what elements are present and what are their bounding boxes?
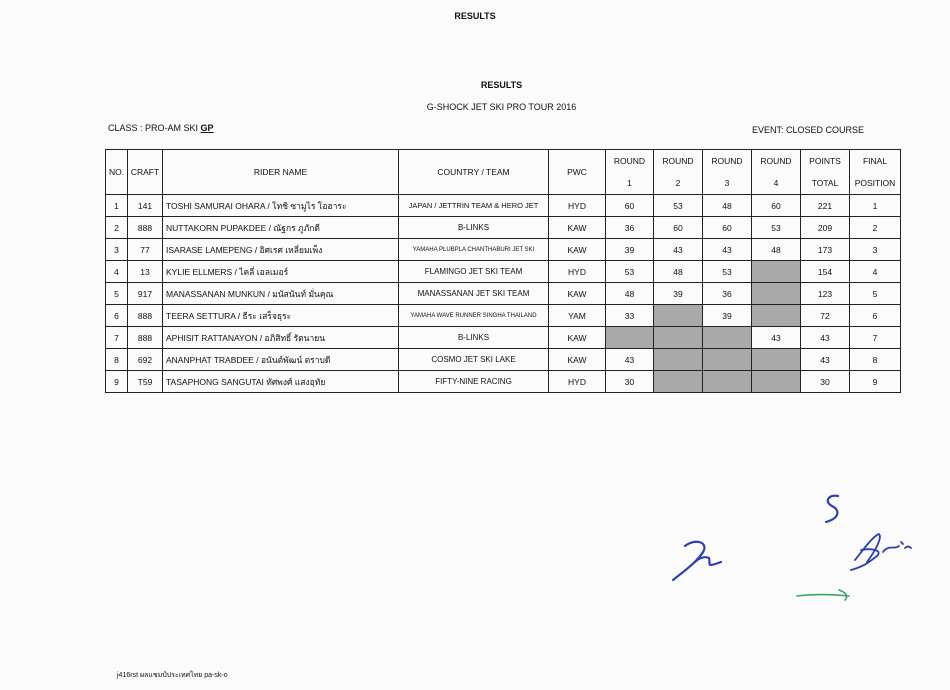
cell-round-1: 30 [606,371,654,393]
cell-points: 221 [801,195,850,217]
cell-round-2: 48 [654,261,703,283]
table-row [106,239,901,261]
header-points-a: POINTS [809,156,841,166]
cell-rider: APHISIT RATTANAYON / อภิสิทธิ์ รัตนายน [163,327,399,349]
cell-pwc: HYD [549,195,606,217]
cell-round-3: 39 [703,305,752,327]
cell-craft: 692 [128,349,163,371]
cell-points: 209 [801,217,850,239]
cell-pwc: KAW [549,239,606,261]
cell-rider: MANASSANAN MUNKUN / มนัสนันท์ มั่นคุณ [163,283,399,305]
cell-craft: 888 [128,305,163,327]
header-round-2-b: 2 [675,178,681,188]
cell-round-4 [752,305,801,327]
cell-round-1 [606,327,654,349]
signature-right [843,520,918,575]
cell-points: 43 [801,349,850,371]
header-points [801,150,850,195]
header-round-4 [752,150,801,195]
cell-points: 30 [801,371,850,393]
cell-pwc: KAW [549,327,606,349]
class-suffix: GP [200,123,214,133]
table-row [106,283,901,305]
cell-team: YAMAHA PLUBPLA CHANTHABURI JET SKI [399,239,549,261]
cell-craft: 13 [128,261,163,283]
cell-round-2 [654,305,703,327]
cell-position: 1 [850,195,901,217]
signature-green [793,584,863,604]
results-title: RESULTS [480,80,523,90]
cell-team: MANASSANAN JET SKI TEAM [399,283,549,305]
table-row [106,195,901,217]
header-round-4-a: ROUND [760,156,792,166]
cell-round-3 [703,349,752,371]
cell-no: 7 [106,327,128,349]
cell-round-2 [654,327,703,349]
header-points-b: TOTAL [811,178,839,188]
cell-position: 9 [850,371,901,393]
table-row [106,371,901,393]
cell-round-2: 53 [654,195,703,217]
cell-points: 72 [801,305,850,327]
cell-pwc: KAW [549,283,606,305]
cell-rider: KYLIE ELLMERS / ไคลี่ เอลเมอร์ [163,261,399,283]
header-round-2-a: ROUND [662,156,694,166]
cell-round-4 [752,283,801,305]
cell-rider: ISARASE LAMEPENG / อิศเรศ เหลี่ยมเพ็ง [163,239,399,261]
header-round-3-b: 3 [724,178,730,188]
cell-no: 3 [106,239,128,261]
cell-round-4 [752,349,801,371]
cell-round-3: 53 [703,261,752,283]
header-row [106,150,901,195]
footer-note: j416rst ผลแชมป์ประเทศไทย pa-sk-o [117,672,228,679]
cell-position: 5 [850,283,901,305]
cell-round-4: 60 [752,195,801,217]
cell-round-3 [703,371,752,393]
cell-no: 2 [106,217,128,239]
cell-team: COSMO JET SKI LAKE [399,349,549,371]
cell-team: FLAMINGO JET SKI TEAM [399,261,549,283]
cell-no: 8 [106,349,128,371]
event-label: EVENT: CLOSED COURSE [752,125,865,135]
cell-craft: 77 [128,239,163,261]
cell-team: JAPAN / JETTRIN TEAM & HERO JET [399,195,549,217]
cell-rider: TOSHI SAMURAI OHARA / โทชิ ซามูไร โอฮาระ [163,195,399,217]
results-table [105,149,901,393]
cell-team: FIFTY-NINE RACING [399,371,549,393]
cell-rider: TASAPHONG SANGUTAI ทัศพงศ์ แสงอุทัย [163,371,399,393]
event-subtitle: G-SHOCK JET SKI PRO TOUR 2016 [426,102,577,112]
header-round-1-b: 1 [627,178,632,188]
cell-craft: 917 [128,283,163,305]
cell-round-2: 60 [654,217,703,239]
cell-round-3 [703,327,752,349]
cell-round-1: 48 [606,283,654,305]
cell-craft: 141 [128,195,163,217]
cell-round-4: 48 [752,239,801,261]
cell-no: 9 [106,371,128,393]
header-round-1-a: ROUND [613,156,646,166]
cell-team: B-LINKS [399,217,549,239]
cell-round-1: 53 [606,261,654,283]
table-row [106,327,901,349]
header-round-1 [606,150,654,195]
cell-no: 6 [106,305,128,327]
cell-round-1: 43 [606,349,654,371]
cell-round-1: 33 [606,305,654,327]
cell-pwc: HYD [549,371,606,393]
header-round-4-b: 4 [773,178,779,188]
cell-points: 154 [801,261,850,283]
header-round-3-a: ROUND [711,156,743,166]
cell-round-1: 36 [606,217,654,239]
table-row [106,305,901,327]
header-position [850,150,901,195]
cell-rider: TEERA SETTURA / ธีระ เสร็จธุระ [163,305,399,327]
table-row [106,261,901,283]
cell-position: 3 [850,239,901,261]
cell-round-4 [752,371,801,393]
cell-position: 8 [850,349,901,371]
header-no: NO. [106,150,128,195]
cell-no: 1 [106,195,128,217]
cell-pwc: YAM [549,305,606,327]
table-row [106,217,901,239]
cell-position: 2 [850,217,901,239]
header-position-b: POSITION [854,178,896,188]
cell-round-2: 39 [654,283,703,305]
cell-round-4 [752,261,801,283]
cell-no: 4 [106,261,128,283]
header-rider: RIDER NAME [163,150,399,195]
cell-pwc: HYD [549,261,606,283]
cell-round-4: 53 [752,217,801,239]
cell-round-2: 43 [654,239,703,261]
cell-craft: T59 [128,371,163,393]
cell-position: 7 [850,327,901,349]
cell-round-4: 43 [752,327,801,349]
class-label [108,123,214,133]
cell-craft: 888 [128,217,163,239]
cell-points: 43 [801,327,850,349]
cell-round-3: 48 [703,195,752,217]
cell-round-1: 39 [606,239,654,261]
cell-rider: NUTTAKORN PUPAKDEE / ณัฐกร ภูภักดี [163,217,399,239]
cell-points: 173 [801,239,850,261]
header-position-a: FINAL [862,156,888,166]
header-round-3 [703,150,752,195]
page-header: RESULTS [454,11,496,21]
cell-round-2 [654,371,703,393]
cell-round-2 [654,349,703,371]
header-pwc: PWC [549,150,606,195]
signature-left [665,532,735,587]
header-team: COUNTRY / TEAM [399,150,549,195]
header-craft: CRAFT [128,150,163,195]
cell-team: B-LINKS [399,327,549,349]
cell-pwc: KAW [549,349,606,371]
cell-points: 123 [801,283,850,305]
cell-team: YAMAHA WAVE RUNNER SINGHA THAILAND [399,305,549,327]
cell-round-1: 60 [606,195,654,217]
cell-position: 4 [850,261,901,283]
cell-round-3: 60 [703,217,752,239]
cell-craft: 888 [128,327,163,349]
header-round-2 [654,150,703,195]
cell-pwc: KAW [549,217,606,239]
cell-round-3: 43 [703,239,752,261]
class-prefix: CLASS : PRO-AM SKI [108,123,201,133]
cell-rider: ANANPHAT TRABDEE / อนันต์พัฒน์ ตราบดี [163,349,399,371]
cell-no: 5 [106,283,128,305]
table-row [106,349,901,371]
cell-round-3: 36 [703,283,752,305]
cell-position: 6 [850,305,901,327]
